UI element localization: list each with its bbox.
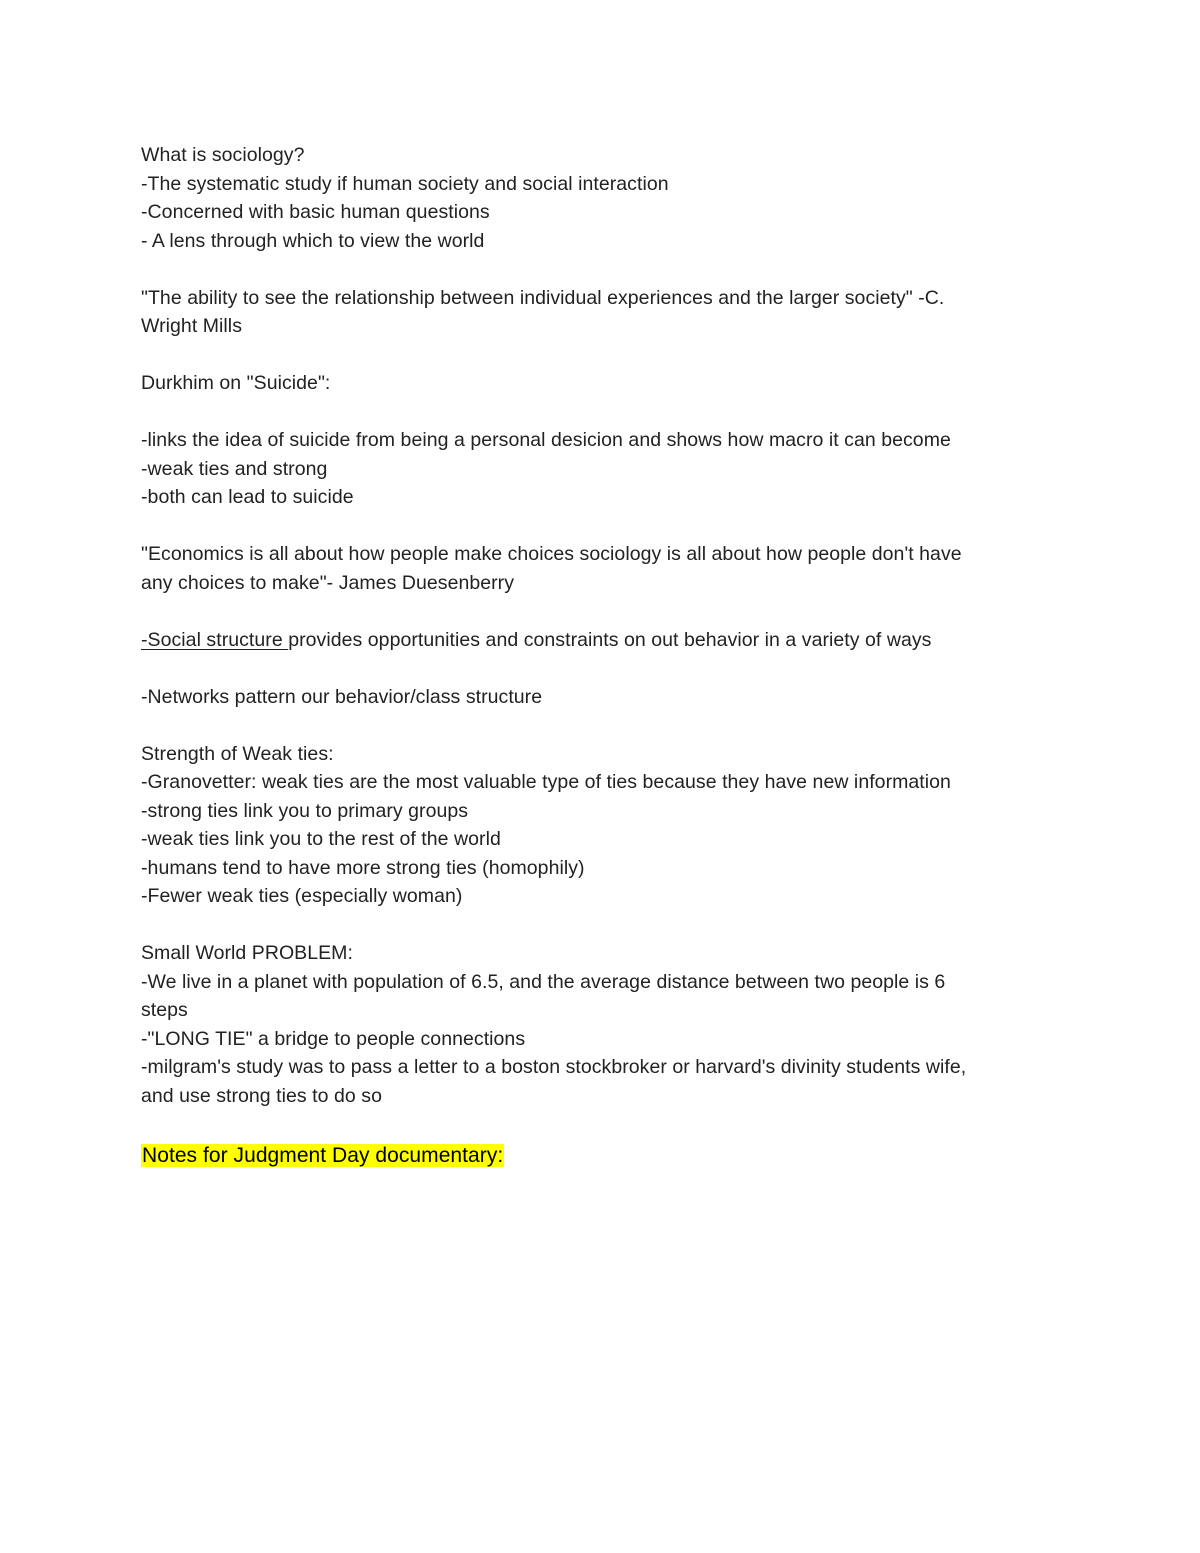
list-item: -"LONG TIE" a bridge to people connections — [141, 1027, 526, 1050]
list-item: - A lens through which to view the world — [141, 229, 485, 252]
section-heading-small-world: Small World PROBLEM: — [141, 942, 353, 964]
blank-line — [141, 255, 1061, 284]
quote-mills-line-2: Wright Mills — [141, 315, 242, 337]
list-item: -Concerned with basic human questions — [141, 201, 490, 223]
list-item: -Fewer weak ties (especially woman) — [141, 885, 463, 907]
networks-line: -Networks pattern our behavior/class structure — [141, 685, 543, 708]
highlighted-note: Notes for Judgment Day documentary: — [142, 1143, 504, 1167]
list-item: -weak ties and strong — [141, 457, 328, 480]
list-item-continuation: and use strong ties to do so — [141, 1084, 382, 1107]
list-item: -strong ties link you to primary groups — [141, 799, 469, 822]
social-structure-line — [141, 626, 1061, 655]
section-heading-weak-ties: Strength of Weak ties: — [141, 742, 334, 765]
social-structure-text: provides opportunities and constraints on out behavior in a variety of ways — [288, 628, 932, 651]
list-item: -links the idea of suicide from being a personal desicion and shows how macro it can become — [141, 429, 951, 451]
blank-line — [141, 597, 1061, 626]
quote-mills-line-1: "The ability to see the relationship between individual experiences and the larger society" -C. — [141, 286, 945, 309]
blank-line — [141, 911, 1061, 940]
list-item: -We live in a planet with population of 6.5, and the average distance between two people is 6 — [141, 970, 946, 993]
section-heading-sociology: What is sociology? — [141, 144, 305, 166]
list-item: -humans tend to have more strong ties (homophily) — [141, 856, 585, 879]
blank-line — [141, 512, 1061, 541]
blank-line — [141, 341, 1061, 370]
social-structure-term: -Social structure — [141, 628, 289, 651]
blank-line — [141, 1110, 1061, 1139]
list-item-continuation: steps — [141, 999, 188, 1021]
section-heading-durkheim: Durkhim on "Suicide": — [141, 372, 331, 394]
list-item: -The systematic study if human society and social interaction — [141, 172, 669, 195]
quote-duesenberry-line-2: any choices to make"- James Duesenberry — [141, 571, 515, 594]
blank-line — [141, 711, 1061, 740]
highlighted-note-line — [141, 1141, 1061, 1171]
list-item: -both can lead to suicide — [141, 486, 354, 508]
document-body — [141, 141, 1061, 1171]
list-item: -weak ties link you to the rest of the world — [141, 828, 501, 850]
blank-line — [141, 654, 1061, 683]
list-item: -milgram's study was to pass a letter to a boston stockbroker or harvard's divinity students wife, — [141, 1056, 967, 1078]
blank-line — [141, 398, 1061, 427]
list-item: -Granovetter: weak ties are the most valuable type of ties because they have new information — [141, 771, 951, 793]
quote-duesenberry-line-1: "Economics is all about how people make choices sociology is all about how people don't have — [141, 543, 962, 565]
